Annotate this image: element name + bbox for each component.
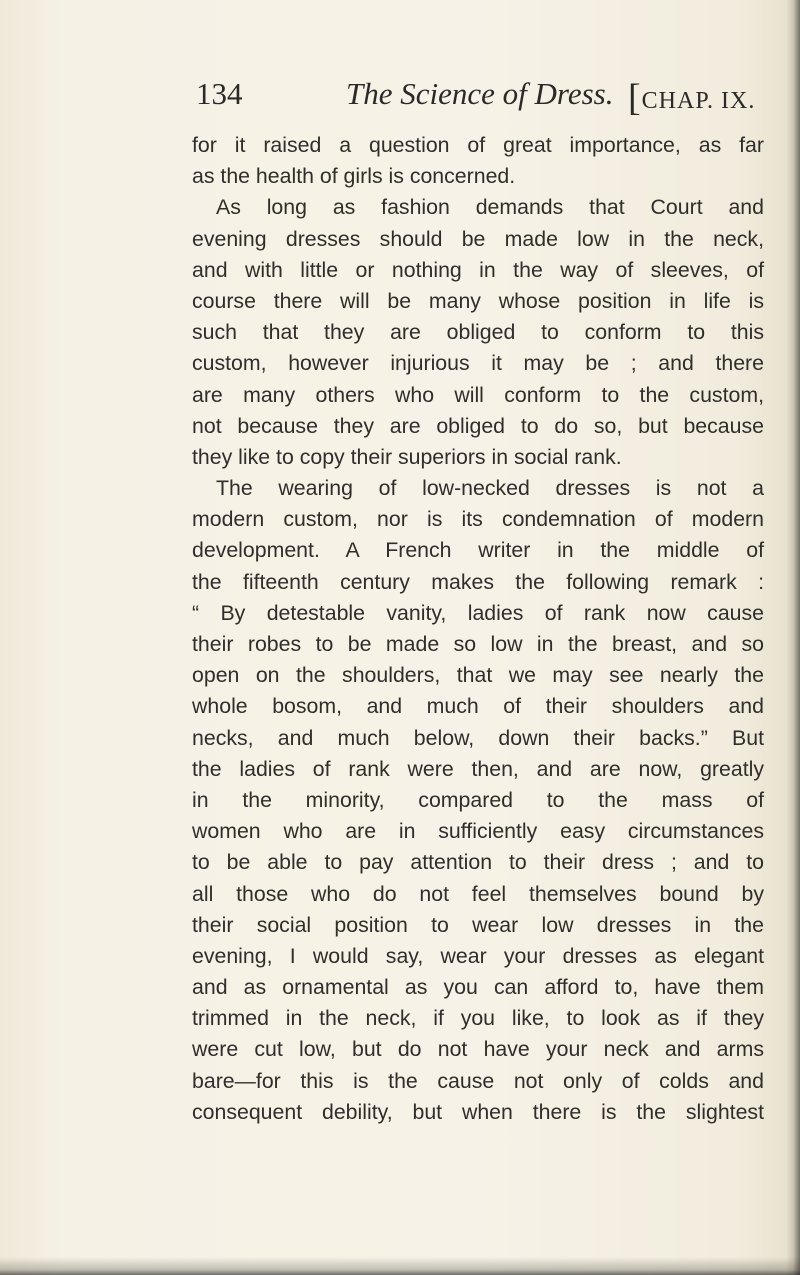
text-line: evening, I would say, wear your dresses as elegant — [192, 943, 764, 968]
text-line: were cut low, but do not have your neck and arms — [192, 1037, 764, 1062]
text-line: they like to copy their superiors in social rank. — [192, 444, 622, 469]
text-line: their robes to be made so low in the breast, and so — [192, 632, 764, 656]
text-line: for it raised a question of great importance, as far — [192, 133, 764, 157]
text-line: development. A French writer in the middle of — [192, 538, 764, 563]
running-title: The Science of Dress. — [346, 76, 614, 111]
text-line: their social position to wear low dresses in the — [192, 912, 764, 937]
text-line: are many others who will conform to the custom, — [192, 382, 764, 407]
text-line: evening dresses should be made low in the neck, — [192, 226, 764, 251]
text-line: and as ornamental as you can afford to, have them — [192, 975, 764, 1000]
running-header — [196, 76, 766, 120]
chapter-label: CHAP. IX. — [641, 88, 756, 114]
text-line: whole bosom, and much of their shoulders and — [192, 694, 764, 719]
text-line: open on the shoulders, that we may see nearly the — [192, 663, 764, 688]
chapter-bracket: [ — [628, 77, 642, 119]
text-line: consequent debility, but when there is the slightest — [192, 1099, 764, 1124]
text-line: to be able to pay attention to their dress ; and to — [192, 850, 764, 875]
page-number: 134 — [196, 76, 243, 111]
text-line: such that they are obliged to conform to this — [192, 320, 764, 345]
text-line: as the health of girls is concerned. — [192, 164, 516, 189]
text-line: custom, however injurious it may be ; and there — [192, 351, 764, 376]
page-edge-shadow-right — [786, 0, 800, 1275]
text-line: women who are in sufficiently easy circumstances — [192, 819, 764, 844]
text-line: not because they are obliged to do so, but because — [192, 413, 764, 438]
text-line: modern custom, nor is its condemnation of modern — [192, 507, 764, 532]
body-text — [192, 130, 764, 1128]
text-line: all those who do not feel themselves bound by — [192, 881, 764, 906]
page-edge-shadow-bottom — [0, 1257, 800, 1275]
text-line: course there will be many whose position in life is — [192, 288, 764, 313]
text-line: in the minority, compared to the mass of — [192, 787, 764, 812]
chapter-reference — [628, 76, 755, 123]
text-line: the fifteenth century makes the following remark : — [192, 569, 764, 594]
text-line: trimmed in the neck, if you like, to look as if they — [192, 1006, 764, 1031]
text-line: bare—for this is the cause not only of colds and — [192, 1068, 764, 1093]
text-line: As long as fashion demands that Court and — [216, 195, 764, 220]
text-line: and with little or nothing in the way of sleeves, of — [192, 257, 764, 282]
text-line: The wearing of low-necked dresses is not a — [216, 476, 764, 501]
text-line: the ladies of rank were then, and are now, greatly — [192, 756, 764, 781]
text-line: necks, and much below, down their backs.” But — [192, 725, 764, 750]
text-line: “ By detestable vanity, ladies of rank now cause — [192, 600, 764, 625]
